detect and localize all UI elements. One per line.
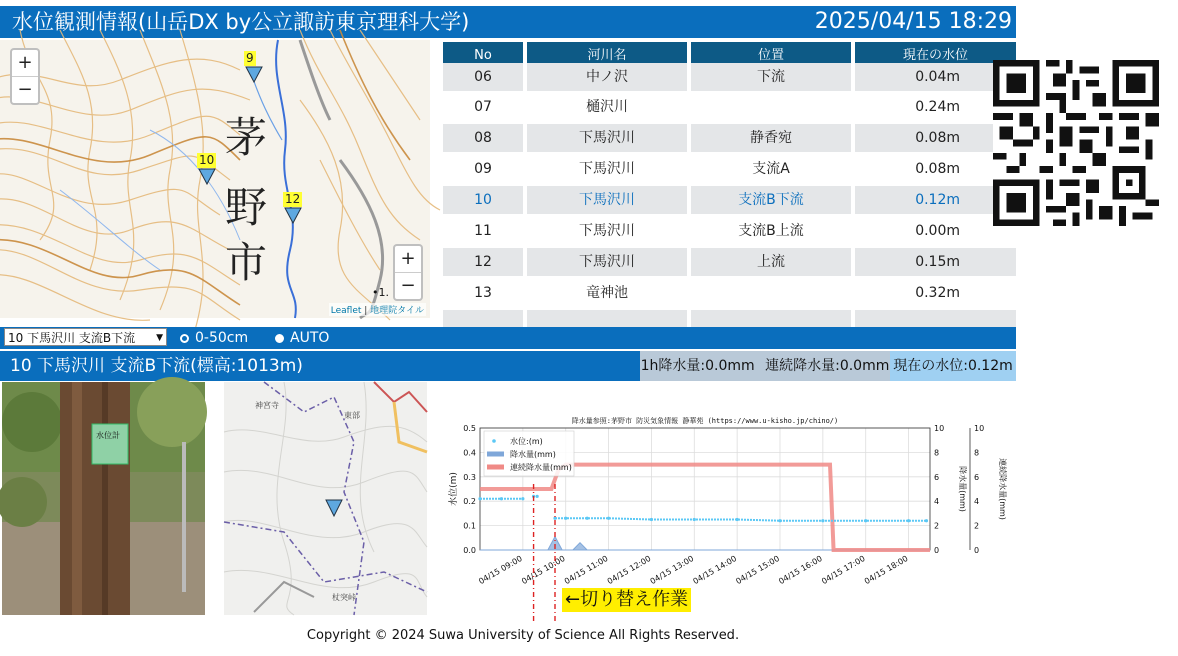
y-right2-tick-label: 10 bbox=[974, 424, 985, 433]
x-tick-label: 04/15 18:00 bbox=[862, 553, 910, 587]
y-left-tick-label: 0.4 bbox=[463, 448, 476, 458]
y-right1-tick-label: 8 bbox=[934, 448, 940, 458]
y-right2-axis-label: 連続降水量(mm) bbox=[998, 458, 1007, 520]
cell-no: 12 bbox=[443, 248, 523, 276]
table-row[interactable] bbox=[443, 248, 1016, 276]
cell-no: 09 bbox=[443, 155, 523, 183]
legend-label-water-level: 水位:(m) bbox=[510, 437, 543, 446]
col-header-river: 河川名 bbox=[527, 42, 687, 70]
topographic-map[interactable] bbox=[0, 40, 430, 318]
col-header-no: No bbox=[443, 42, 523, 70]
cell-level-box bbox=[855, 279, 1016, 307]
y-right2-tick-label: 0 bbox=[974, 546, 980, 555]
cell-river: 下馬沢川 bbox=[527, 155, 687, 183]
cell-river: 下馬沢川 bbox=[527, 124, 687, 152]
cell-river: 竜神池 bbox=[527, 279, 687, 307]
cell-level-box bbox=[855, 217, 1016, 245]
cell-position bbox=[691, 93, 851, 121]
minimap-label: 神宮寺 bbox=[255, 401, 279, 410]
y-right2-tick-label: 6 bbox=[974, 472, 980, 482]
gauge-sign-text: 水位計 bbox=[96, 431, 120, 440]
auto-radio[interactable] bbox=[275, 329, 329, 347]
cell-level-box bbox=[855, 248, 1016, 276]
page-title: 水位観測情報(山岳DX by公立諏訪東京理科大学) bbox=[12, 10, 470, 34]
controls-bar bbox=[0, 327, 1016, 349]
water-level-trace bbox=[555, 518, 926, 520]
x-tick-label: 04/15 15:00 bbox=[734, 553, 781, 587]
rainfall-box bbox=[640, 351, 890, 381]
x-tick-label: 04/15 13:00 bbox=[648, 553, 696, 587]
cell-level: 0.15m bbox=[915, 254, 960, 270]
x-tick-label: 04/15 17:00 bbox=[820, 553, 867, 587]
attribution-separator: | bbox=[361, 306, 371, 316]
chevron-down-icon: ▼ bbox=[156, 333, 163, 343]
station-photo bbox=[2, 382, 205, 615]
x-tick-label: 04/15 11:00 bbox=[562, 553, 610, 587]
qr-code[interactable] bbox=[993, 60, 1159, 226]
y-right1-tick-label: 2 bbox=[934, 521, 940, 531]
x-tick-label: 04/15 10:00 bbox=[520, 553, 567, 587]
auto-radio-label: AUTO bbox=[290, 330, 330, 346]
cell-river: 樋沢川 bbox=[527, 93, 687, 121]
station-marker-9[interactable] bbox=[244, 51, 264, 91]
x-tick-label: 04/15 12:00 bbox=[605, 553, 653, 587]
cell-no: 13 bbox=[443, 279, 523, 307]
map2-zoom-out-button[interactable]: − bbox=[395, 272, 421, 299]
cell-no: 10 bbox=[443, 186, 523, 214]
station-table bbox=[443, 42, 1016, 318]
legend-label-rain: 降水量(mm) bbox=[510, 450, 556, 459]
y-left-tick-label: 0.2 bbox=[463, 497, 476, 507]
cell-position: 上流 bbox=[691, 248, 851, 276]
cell-position: 下流 bbox=[691, 63, 851, 91]
gsi-tiles-link[interactable]: 地理院タイル bbox=[370, 306, 424, 316]
station-marker-12[interactable] bbox=[283, 192, 303, 232]
cumulative-rain-series-line bbox=[480, 465, 930, 550]
station-select[interactable] bbox=[4, 328, 167, 346]
cell-level: 0.04m bbox=[915, 69, 960, 85]
water-level-chart bbox=[444, 414, 1007, 638]
map-attribution bbox=[329, 303, 426, 316]
page-header bbox=[0, 6, 1016, 38]
map-zoom-control bbox=[10, 48, 40, 105]
cell-level-box bbox=[855, 155, 1016, 183]
y-right1-tick-label: 10 bbox=[934, 424, 945, 433]
map-zoom-control-2 bbox=[393, 244, 423, 301]
x-tick-label: 04/15 16:00 bbox=[777, 553, 824, 587]
water-level-point bbox=[536, 495, 539, 498]
y-right1-axis-label: 降水量(mm) bbox=[958, 466, 967, 512]
leaflet-link[interactable]: Leaflet bbox=[330, 306, 362, 316]
y-left-tick-label: 0.1 bbox=[463, 521, 476, 531]
location-minimap[interactable] bbox=[224, 382, 427, 615]
current-datetime: 2025/04/15 18:29 bbox=[814, 9, 1012, 34]
y-right1-tick-label: 6 bbox=[934, 472, 940, 482]
legend-marker-water-level bbox=[492, 439, 496, 443]
col-header-position: 位置 bbox=[691, 42, 851, 70]
y-left-axis-label: 水位(m) bbox=[449, 472, 459, 506]
station-info-bar bbox=[0, 351, 1016, 381]
y-left-tick-label: 0.0 bbox=[463, 546, 476, 555]
table-row[interactable] bbox=[443, 217, 1016, 245]
table-row[interactable] bbox=[443, 124, 1016, 152]
cell-position: 静香宛 bbox=[691, 124, 851, 152]
col-header-level: 現在の水位 bbox=[855, 42, 1016, 70]
station-select-value: 10 下馬沢川 支流B下流 bbox=[8, 331, 136, 345]
cell-river: 中ノ沢 bbox=[527, 63, 687, 91]
minimap-label: 東部 bbox=[344, 411, 360, 420]
map-zoom-in-button[interactable]: + bbox=[17, 52, 33, 73]
y-right2-tick-label: 2 bbox=[974, 521, 980, 531]
cell-river: 下馬沢川 bbox=[527, 217, 687, 245]
station-marker-10[interactable] bbox=[197, 153, 217, 193]
cell-level-box bbox=[855, 63, 1016, 91]
copyright-footer: Copyright © 2024 Suwa University of Science All Rights Reserved. bbox=[306, 628, 740, 643]
y-left-tick-label: 0.3 bbox=[463, 472, 476, 482]
chart-title: 降水量参照:茅野市 防災気象情報 静華苑 (https://www.u-kisho.jp/chino/) bbox=[571, 417, 839, 425]
table-row[interactable] bbox=[443, 279, 1016, 307]
cell-position bbox=[691, 279, 851, 307]
radio-selected-icon bbox=[275, 334, 284, 343]
photo-illustration bbox=[2, 382, 205, 615]
marker-label: 9 bbox=[246, 51, 254, 65]
table-row[interactable] bbox=[443, 155, 1016, 183]
station-name: 10 下馬沢川 支流B下流(標高:1013m) bbox=[10, 356, 303, 376]
cell-no: 11 bbox=[443, 217, 523, 245]
table-row-selected[interactable] bbox=[443, 186, 1016, 214]
water-level-point bbox=[521, 497, 524, 500]
cell-level: 0.24m bbox=[915, 99, 960, 115]
cell-level-box bbox=[855, 186, 1016, 214]
y-right1-tick-label: 4 bbox=[934, 497, 940, 507]
y-left-tick-label: 0.5 bbox=[463, 424, 476, 433]
cell-position: 支流B下流 bbox=[691, 186, 851, 214]
cell-level: 0.12m bbox=[915, 192, 960, 208]
range-radio[interactable] bbox=[180, 329, 248, 347]
city-label-char-3: 市 bbox=[225, 238, 268, 287]
y-right2-tick-label: 8 bbox=[974, 448, 980, 458]
radio-icon bbox=[180, 334, 189, 343]
switch-work-annotation: ←切り替え作業 bbox=[562, 588, 691, 612]
table-row[interactable] bbox=[443, 93, 1016, 121]
cell-level-box bbox=[855, 124, 1016, 152]
cell-river: 下馬沢川 bbox=[527, 186, 687, 214]
legend-label-cumulative-rain: 連続降水量(mm) bbox=[510, 463, 572, 472]
cell-level: 0.32m bbox=[915, 285, 960, 301]
cell-level-box bbox=[855, 93, 1016, 121]
x-tick-label: 04/15 14:00 bbox=[691, 553, 739, 587]
map2-zoom-in-button[interactable]: + bbox=[400, 248, 416, 269]
cell-no: 08 bbox=[443, 124, 523, 152]
cell-no: 06 bbox=[443, 63, 523, 91]
minimap-label: 杖突峠 bbox=[332, 593, 356, 602]
rain-series-area bbox=[480, 537, 930, 550]
cell-river: 下馬沢川 bbox=[527, 248, 687, 276]
minimap-terrain bbox=[224, 382, 427, 615]
rain-1h: 1h降水量:0.0mm bbox=[640, 358, 755, 374]
map-scale-text: •1. bbox=[372, 286, 389, 299]
cell-position: 支流B上流 bbox=[691, 217, 851, 245]
current-level: 現在の水位:0.12m bbox=[890, 351, 1016, 381]
marker-label: 12 bbox=[285, 192, 301, 206]
city-label-char-2: 野 bbox=[225, 183, 268, 232]
y-right2-tick-label: 4 bbox=[974, 497, 980, 507]
cell-level: 0.08m bbox=[915, 161, 960, 177]
map-zoom-out-button[interactable]: − bbox=[12, 76, 38, 103]
x-tick-label: 04/15 09:00 bbox=[477, 553, 524, 587]
range-radio-label: 0-50cm bbox=[195, 330, 249, 346]
rain-continuous: 連続降水量:0.0mm bbox=[765, 358, 890, 374]
cell-level: 0.08m bbox=[915, 130, 960, 146]
y-right1-tick-label: 0 bbox=[934, 546, 940, 555]
cell-level: 0.00m bbox=[915, 223, 960, 239]
city-label-char-1: 茅 bbox=[225, 113, 268, 162]
cell-position: 支流A bbox=[691, 155, 851, 183]
cell-no: 07 bbox=[443, 93, 523, 121]
marker-label: 10 bbox=[199, 153, 215, 167]
table-row[interactable] bbox=[443, 63, 1016, 91]
